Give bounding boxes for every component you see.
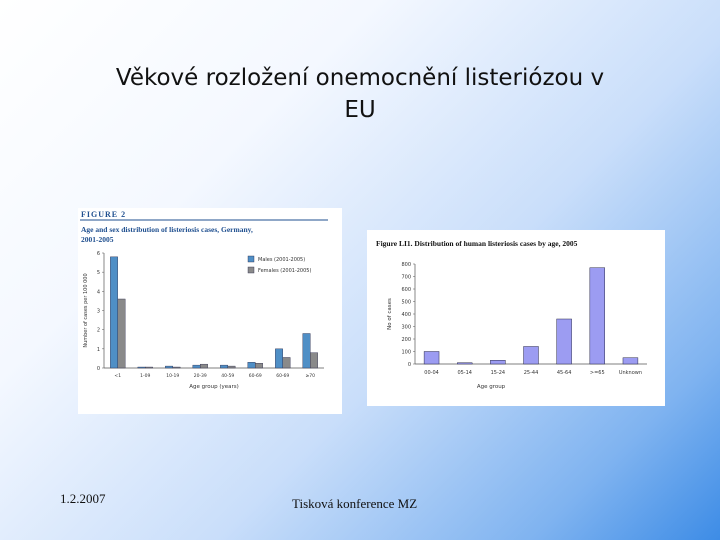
x-axis-label: Age group (years) (189, 384, 239, 390)
x-tick-label: 20-39 (193, 374, 207, 379)
bar-females (228, 366, 235, 368)
y-tick-label: 400 (401, 312, 411, 318)
y-tick-label: 5 (96, 270, 100, 277)
bar-males (275, 349, 282, 368)
y-tick-label: 3 (96, 308, 100, 315)
bar-males (193, 365, 200, 368)
bar (557, 319, 572, 364)
x-tick-label: 1-09 (140, 374, 151, 379)
chart-title-line: Age and sex distribution of listeriosis cases, Germany, (81, 225, 253, 234)
figure-label: FIGURE 2 (81, 210, 127, 219)
x-tick-label: 15-24 (490, 370, 506, 376)
bar-males (110, 257, 117, 368)
bar-females (255, 363, 262, 368)
bar (524, 347, 539, 365)
y-tick-label: 0 (407, 362, 411, 368)
y-tick-label: 1 (96, 346, 100, 353)
bar (424, 352, 439, 365)
x-tick-label: 45-64 (556, 370, 572, 376)
y-tick-label: 4 (96, 289, 100, 296)
x-tick-label: 60-69 (276, 374, 290, 379)
x-axis-label: Age group (476, 384, 506, 390)
chart-title-line: 2001-2005 (81, 235, 114, 244)
x-tick-label: ≥70 (305, 374, 315, 379)
y-tick-label: 500 (401, 299, 411, 306)
bar-females (173, 367, 180, 368)
y-tick-label: 700 (401, 274, 411, 281)
y-tick-label: 100 (401, 349, 411, 356)
footer-date: 1.2.2007 (60, 491, 106, 506)
y-tick-label: 6 (96, 251, 100, 257)
bar (490, 360, 505, 364)
slide-title (40, 62, 680, 126)
chart-title: Figure LI1. Distribution of human listeriosis cases by age, 2005 (376, 239, 578, 248)
y-tick-label: 800 (401, 262, 411, 268)
x-tick-label: 05-14 (457, 370, 472, 376)
bar-males (220, 365, 227, 368)
x-tick-label: <1 (114, 374, 122, 379)
x-tick-label: >=65 (589, 370, 605, 376)
bar (590, 268, 605, 364)
y-axis-label: No of cases (387, 298, 393, 330)
bar (457, 363, 472, 364)
y-tick-label: 200 (401, 337, 411, 343)
slide-title-line-1: Věkové rozložení onemocnění listeriózou v (115, 65, 605, 91)
germany-chart (78, 208, 342, 414)
x-tick-label: 10-19 (166, 374, 180, 379)
bar-females (283, 357, 290, 368)
bar-females (145, 367, 152, 368)
germany-chart-panel (78, 208, 342, 414)
legend-swatch (248, 256, 254, 262)
y-axis-label: Number of cases per 100 000 (83, 273, 89, 348)
bar-males (138, 367, 145, 368)
bar-females (200, 364, 207, 368)
legend-label: Females (2001-2005) (258, 268, 312, 274)
bar-females (118, 299, 125, 368)
bar-females (310, 353, 317, 368)
bar-males (165, 366, 172, 368)
eu-chart (367, 230, 665, 406)
bar-males (303, 334, 310, 369)
x-tick-label: 25-44 (523, 370, 539, 376)
footer-conference: Tisková konference MZ (292, 496, 418, 511)
y-tick-label: 2 (96, 327, 100, 334)
x-tick-label: 00-04 (424, 370, 439, 376)
eu-chart-panel (367, 230, 665, 406)
x-tick-label: Unknown (618, 370, 643, 376)
x-tick-label: 60-69 (248, 374, 262, 379)
legend-swatch (248, 267, 254, 273)
bar (623, 358, 638, 364)
y-tick-label: 600 (401, 287, 411, 293)
x-tick-label: 40-59 (221, 374, 235, 379)
legend-label: Males (2001-2005) (258, 257, 306, 263)
y-tick-label: 0 (96, 366, 100, 372)
bar-males (248, 362, 255, 368)
y-tick-label: 300 (401, 324, 411, 331)
slide-title-line-2: EU (344, 97, 376, 123)
